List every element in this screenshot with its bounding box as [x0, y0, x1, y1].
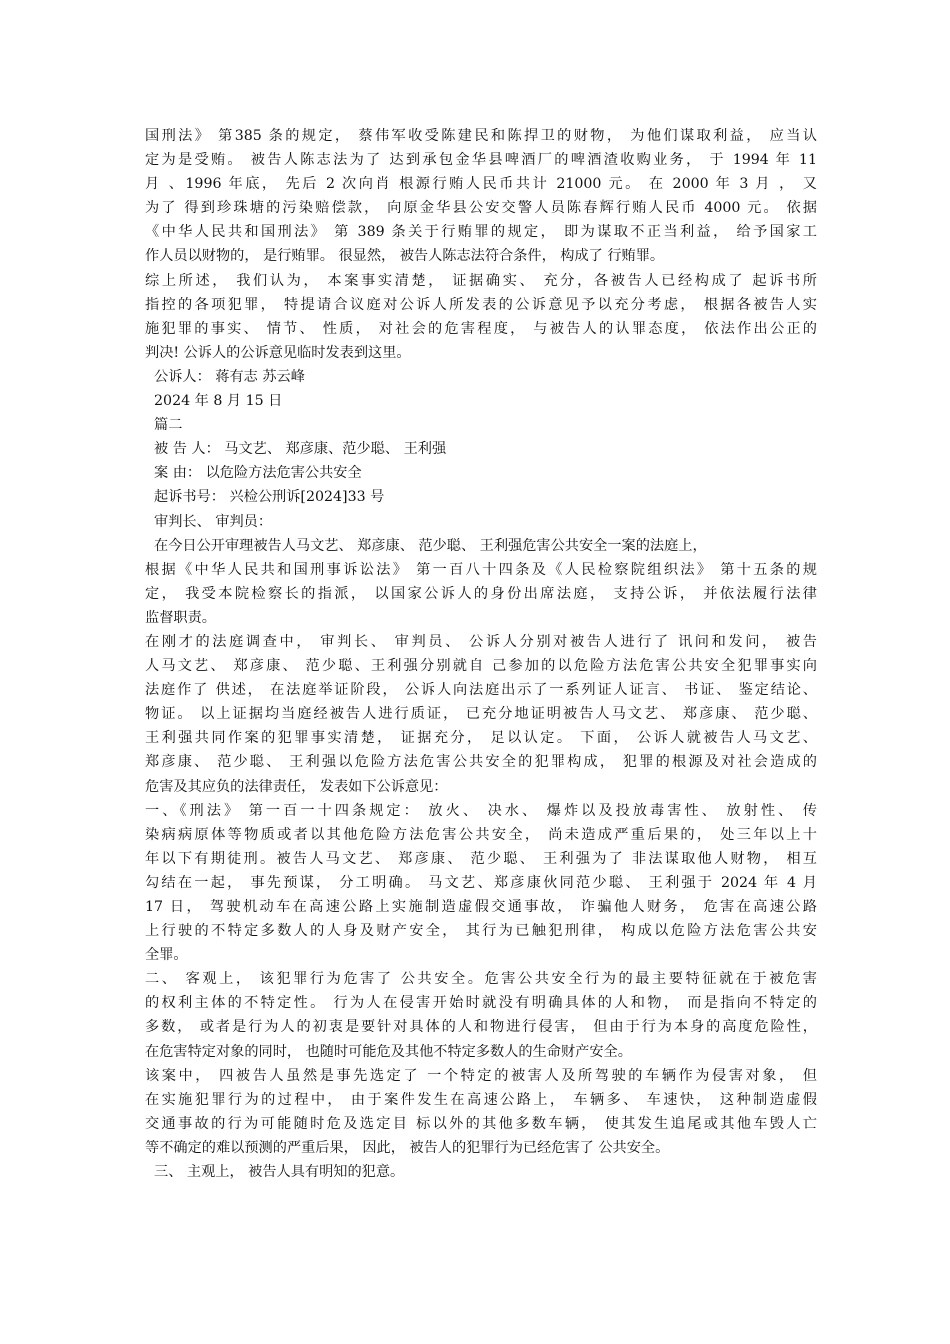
text-line: 在刚才的法庭调查中， 审判长、 审判员、 公诉人分别对被告人进行了 讯问和发问， 被告 [145, 633, 817, 650]
text-line: 全罪。 [145, 947, 188, 964]
text-line: 三、 主观上， 被告人具有明知的犯意。 [145, 1164, 405, 1181]
text-line: 公诉人： 蒋有志 苏云峰 [145, 368, 305, 385]
text-line: 月 、1996 年底， 先后 2 次向肖 根源行贿人民币共计 21000 元。 在 2000 年 3 月 ， 又 [145, 176, 817, 193]
text-line: 的权利主体的不特定性。 行为人在侵害开始时就没有明确具体的人和物， 而是指向不特定的 [145, 995, 817, 1012]
text-line: 根据《中华人民共和国刑事诉讼法》 第一百八十四条及《人民检察院组织法》 第十五条的规 [145, 561, 817, 578]
text-line: 指控的各项犯罪， 特提请合议庭对公诉人所发表的公诉意见予以充分考虑， 根据各被告人实 [145, 296, 817, 313]
text-line: 篇二 [145, 417, 183, 434]
text-line: 年以下有期徒刑。被告人马文艺、 郑彦康、 范少聪、 王利强为了 非法谋取他人财物， 相互 [145, 850, 817, 867]
text-line: 综上所述， 我们认为， 本案事实清楚， 证据确实、 充分，各被告人已经构成了 起诉书所 [145, 272, 817, 289]
text-line: 判决! 公诉人的公诉意见临时发表到这里。 [145, 344, 411, 361]
text-line: 2024 年 8 月 15 日 [145, 393, 283, 410]
text-line: 二、 客观上， 该犯罪行为危害了 公共安全。危害公共安全行为的最主要特征就在于被危害 [145, 971, 817, 988]
text-line: 勾结在一起， 事先预谋， 分工明确。 马文艺、郑彦康伙同范少聪、 王利强于 2024 年 4 月 [145, 874, 817, 891]
text-line: 郑彦康、 范少聪、 王利强以危险方法危害公共安全的犯罪构成， 犯罪的根源及对社会造成的 [145, 754, 817, 771]
text-line: 被 告 人： 马文艺、 郑彦康、范少聪、 王利强 [145, 441, 447, 458]
document-body [145, 124, 817, 1184]
text-line: 定， 我受本院检察长的指派， 以国家公诉人的身份出席法庭， 支持公诉， 并依法履行法律 [145, 585, 817, 602]
text-line: 多数， 或者是行为人的初衷是要针对具体的人和物进行侵害， 但由于行为本身的高度危险性， [145, 1019, 817, 1036]
text-line: 17 日， 驾驶机动车在高速公路上实施制造虚假交通事故， 诈骗他人财务， 危害在高速公路 [145, 899, 817, 915]
text-line: 上行驶的不特定多数人的人身及财产安全， 其行为已触犯刑律， 构成以危险方法危害公共安 [145, 923, 817, 940]
text-line: 危害及其应负的法律责任， 发表如下公诉意见： [145, 778, 448, 795]
text-line: 为了 得到珍珠塘的污染赔偿款， 向原金华县公安交警人员陈春辉行贿人民币 4000 元。 依据 [145, 200, 817, 217]
text-line: 在危害特定对象的同时， 也随时可能危及其他不特定多数人的生命财产安全。 [145, 1043, 632, 1060]
text-line: 《中华人民共和国刑法》 第 389 条关于行贿罪的规定， 即为谋取不正当利益， 给予国家工 [145, 224, 817, 241]
text-line: 人马文艺、 郑彦康、 范少聪、王利强分别就自 己参加的以危险方法危害公共安全犯罪事实向 [145, 658, 817, 675]
text-line: 起诉书号： 兴检公刑诉[2024]33 号 [145, 489, 385, 506]
text-line: 染病病原体等物质或者以其他危险方法危害公共安全， 尚未造成严重后果的， 处三年以上十 [145, 826, 817, 843]
text-line: 物证。 以上证据均当庭经被告人进行质证， 已充分地证明被告人马文艺、 郑彦康、 范少聪、 [145, 706, 817, 723]
text-line: 王利强共同作案的犯罪事实清楚， 证据充分， 足以认定。 下面， 公诉人就被告人马文艺、 [145, 730, 817, 747]
text-line: 定为是受贿。 被告人陈志法为了 达到承包金华县啤酒厂的啤酒渣收购业务， 于 1994 年 11 [145, 152, 817, 169]
text-line: 审判长、 审判员： [145, 513, 273, 530]
text-line: 等不确定的难以预测的严重后果， 因此， 被告人的犯罪行为已经危害了 公共安全。 [145, 1139, 670, 1156]
text-line: 该案中， 四被告人虽然是事先选定了 一个特定的被害人及所驾驶的车辆作为侵害对象， 但 [145, 1067, 817, 1084]
text-line: 监督职责。 [145, 609, 216, 626]
text-line: 交通事故的行为可能随时危及选定目 标以外的其他多数车辆， 使其发生追尾或其他车毁人亡 [145, 1115, 817, 1132]
text-line: 在今日公开审理被告人马文艺、 郑彦康、 范少聪、 王利强危害公共安全一案的法庭上， [145, 537, 707, 554]
text-line: 案 由： 以危险方法危害公共安全 [145, 465, 362, 482]
text-line: 在实施犯罪行为的过程中， 由于案件发生在高速公路上， 车辆多、 车速快， 这种制造虚假 [145, 1091, 817, 1108]
text-line: 作人员以财物的， 是行贿罪。 很显然， 被告人陈志法符合条件， 构成了 行贿罪。 [145, 248, 665, 265]
text-line: 施犯罪的事实、 情节、 性质， 对社会的危害程度， 与被告人的认罪态度， 依法作出公正的 [145, 320, 817, 337]
text-line: 法庭作了 供述， 在法庭举证阶段， 公诉人向法庭出示了一系列证人证言、 书证、 鉴定结论、 [145, 682, 817, 699]
text-line: 一、《刑法》 第一百一十四条规定： 放火、 决水、 爆炸以及投放毒害性、 放射性、 传 [145, 802, 817, 819]
text-line: 国刑法》 第385 条的规定， 蔡伟军收受陈建民和陈捍卫的财物， 为他们谋取利益， 应当认 [145, 128, 817, 144]
